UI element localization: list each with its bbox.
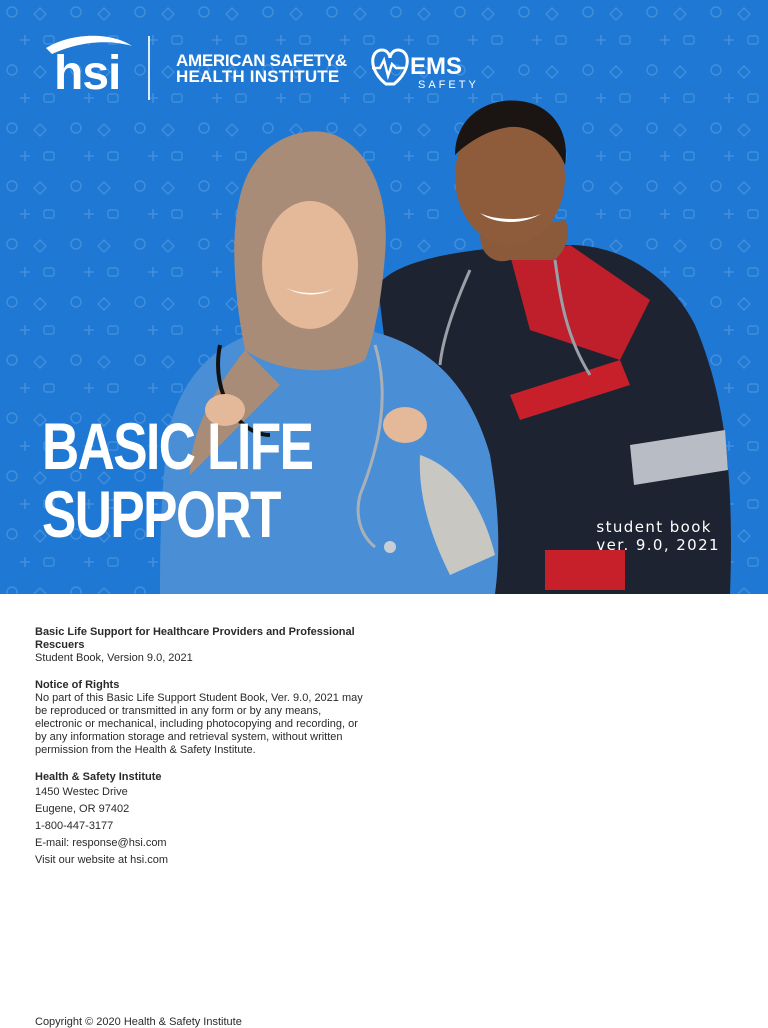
rights-heading: Notice of Rights: [35, 679, 120, 691]
colophon: [35, 626, 365, 883]
ems-safety-logo: [366, 44, 486, 90]
cover-title: [42, 409, 313, 551]
rights-text: No part of this Basic Life Support Student Book, Ver. 9.0, 2021 may be reproduced or transmitted in any form or by any means, electronic or mechanical, including photocopying and recording, or by any information storage and retrieval system, without written permission from the Health & Safety Institute.: [35, 692, 363, 756]
hsi-logo-text: hsi: [54, 47, 121, 100]
cover-title-line1: BASIC LIFE: [42, 409, 313, 483]
cover-edition: [596, 518, 720, 554]
email-line: E-mail: response@hsi.com: [35, 837, 167, 849]
website-line: Visit our website at hsi.com: [35, 854, 169, 866]
cover-title-line2: SUPPORT: [42, 477, 280, 551]
asahi-logo-line1: AMERICAN SAFETY&: [176, 51, 347, 70]
book-title: Basic Life Support for Healthcare Providers and Professional Rescuers: [35, 626, 355, 651]
address-line: 1450 Westec Drive: [35, 786, 128, 798]
phone-number: 1-800-447-3177: [35, 820, 114, 832]
cover-edition-line1: student book: [596, 518, 712, 536]
copyright-text: Copyright © 2020 Health & Safety Institute: [35, 1016, 242, 1028]
book-edition: Student Book, Version 9.0, 2021: [35, 652, 193, 664]
ems-logo-name: EMS: [410, 53, 463, 80]
logo-bar: [42, 32, 502, 102]
asahi-logo-line2: HEALTH INSTITUTE: [176, 67, 340, 86]
address-line: Eugene, OR 97402: [35, 803, 130, 815]
notice-of-rights-block: [35, 679, 365, 757]
publisher-block: [35, 771, 365, 869]
logo-divider: [148, 36, 150, 100]
ems-logo-sub: SAFETY: [418, 79, 479, 90]
asahi-logo: [176, 53, 347, 85]
book-title-block: [35, 626, 365, 665]
publisher-heading: Health & Safety Institute: [35, 771, 162, 783]
cover-edition-line2: ver. 9.0, 2021: [596, 536, 720, 554]
